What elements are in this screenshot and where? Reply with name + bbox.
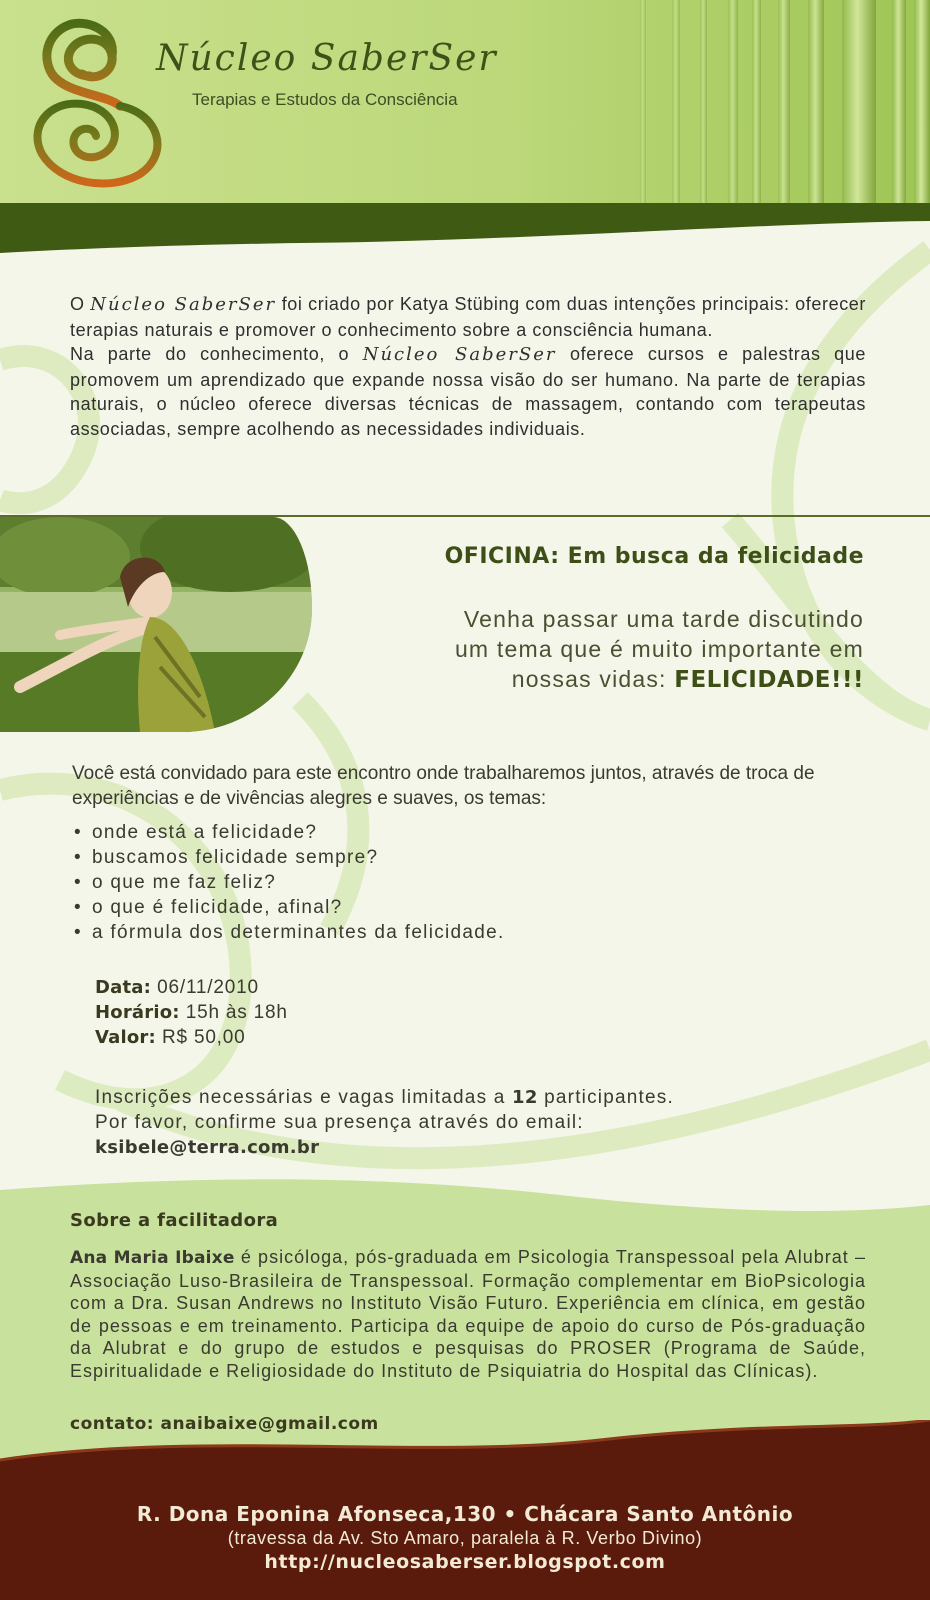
intro-paragraph-2: Na parte do conhecimento, o Núcleo SaberSer oferece cursos e palestras que promovem um aprendizado que expande nossa visão do ser humano. Na parte de terapias naturais, o núcleo oferece diversas técnicas de massagem, contando com terapeutas associadas, sempre acolhendo as necessidades individuais. <box>70 344 866 439</box>
workshop-highlight: FELICIDADE!!! <box>674 667 864 693</box>
topics-list <box>74 820 505 945</box>
event-details <box>95 975 288 1050</box>
list-item: • a fórmula dos determinantes da felicidade. <box>74 920 505 945</box>
registration-email-link[interactable]: ksibele@terra.com.br <box>95 1137 320 1158</box>
facilitator-name: Ana Maria Ibaixe <box>70 1248 235 1268</box>
footer-address: R. Dona Eponina Afonseca,130 • Chácara Santo Antônio <box>136 1502 794 1526</box>
facilitator-heading: Sobre a facilitadora <box>70 1210 279 1231</box>
participant-limit: 12 <box>512 1087 538 1108</box>
brand-tagline: Terapias e Estudos da Consciência <box>192 90 458 109</box>
header-wave-band <box>0 203 930 255</box>
list-item: • buscamos felicidade sempre? <box>74 845 505 870</box>
facilitator-bio: Ana Maria Ibaixe é psicóloga, pós-graduada em Psicologia Transpessoal pela Alubrat – Associação Luso-Brasileira de Transpessoal. Formação complementar em BioPsicologia com a Dra. Susan Andrews no Instituto Visão Futuro. Experiência em clínica, em gestão de pessoas e em treinamento. Participa da equipe de apoio do curso de Pós-graduação da Alubrat e do grupo de estudos e pesquisas do PROSER (Programa de Saúde, Espiritualidade e Religiosidade do Instituto de Psiquiatria do Hospital das Clínicas). <box>70 1247 866 1381</box>
blog-link[interactable]: http://nucleosaberser.blogspot.com <box>264 1551 666 1573</box>
workshop-title: OFICINA: Em busca da felicidade <box>444 544 864 569</box>
facilitator-contact[interactable]: contato: anaibaixe@gmail.com <box>70 1414 379 1434</box>
brand-inline: Núcleo SaberSer <box>362 344 557 365</box>
brand-inline: Núcleo SaberSer <box>90 294 277 315</box>
footer-directions: (travessa da Av. Sto Amaro, paralela à R. Verbo Divino) <box>227 1528 703 1548</box>
registration-info: Inscrições necessárias e vagas limitadas a 12 participantes. Por favor, confirme sua presença através do email: ksibele@terra.com.br <box>95 1087 674 1158</box>
workshop-subtitle: Venha passar uma tarde discutindo um tema que é muito importante em nossas vidas: FELICIDADE!!! <box>454 606 864 693</box>
brand-name: Núcleo SaberSer <box>156 38 498 79</box>
list-item: • o que é felicidade, afinal? <box>74 895 505 920</box>
intro-text <box>70 292 866 441</box>
woman-photo <box>0 517 312 732</box>
list-item: • o que me faz feliz? <box>74 870 505 895</box>
event-price: Valor: R$ 50,00 <box>95 1027 246 1048</box>
list-item: • onde está a felicidade? <box>74 820 505 845</box>
event-time: Horário: 15h às 18h <box>95 1002 288 1023</box>
event-date: Data: 06/11/2010 <box>95 977 259 998</box>
intro-paragraph-1: O Núcleo SaberSer foi criado por Katya Stübing com duas intenções principais: oferecer terapias naturais e promover o conhecimento sobre a consciência humana. <box>70 294 866 340</box>
invite-text: Você está convidado para este encontro onde trabalharemos juntos, através de troca de experiências e de vivências alegres e suaves, os temas: <box>72 763 815 809</box>
